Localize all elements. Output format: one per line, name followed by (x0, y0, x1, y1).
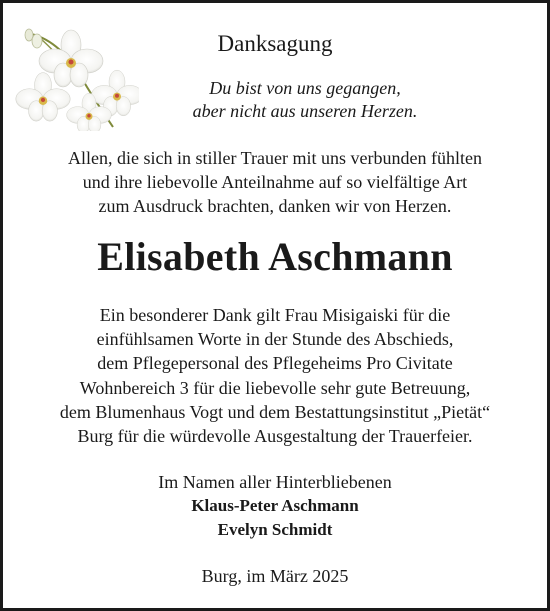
thanks-line: Ein besonderer Dank gilt Frau Misigaiski für die (99, 305, 451, 325)
intro-line: zum Ausdruck brachten, danken wir von Herzen. (98, 196, 452, 216)
thanks-line: dem Blumenhaus Vogt und dem Bestattungsinstitut „Pietät“ (59, 401, 491, 422)
memorial-quote (63, 77, 547, 123)
signer-name: Evelyn Schmidt (217, 520, 333, 539)
intro-thanks (3, 146, 547, 218)
deceased-name: Elisabeth Aschmann (97, 234, 453, 279)
quote-line: aber nicht aus unseren Herzen. (192, 101, 418, 121)
signer-name: Klaus-Peter Aschmann (191, 496, 359, 515)
place-date: Burg, im März 2025 (201, 566, 349, 586)
intro-line: und ihre liebevolle Anteilnahme auf so vielfältige Art (82, 172, 468, 192)
signature-block (3, 470, 547, 542)
signature-intro: Im Namen aller Hinterbliebenen (158, 472, 392, 492)
thanks-line: dem Pflegepersonal des Pflegeheims Pro Civitate (97, 353, 453, 374)
page-title: Danksagung (217, 31, 333, 56)
intro-line: Allen, die sich in stiller Trauer mit uns verbunden fühlten (68, 148, 482, 168)
quote-line: Du bist von uns gegangen, (209, 78, 401, 98)
thanks-line: Wohnbereich 3 für die liebevolle sehr gute Betreuung, (79, 377, 471, 398)
thanks-line: Burg für die würdevolle Ausgestaltung der Trauerfeier. (77, 426, 473, 447)
thanks-line: einfühlsamen Worte in der Stunde des Abschieds, (96, 329, 454, 350)
special-thanks (3, 303, 547, 448)
